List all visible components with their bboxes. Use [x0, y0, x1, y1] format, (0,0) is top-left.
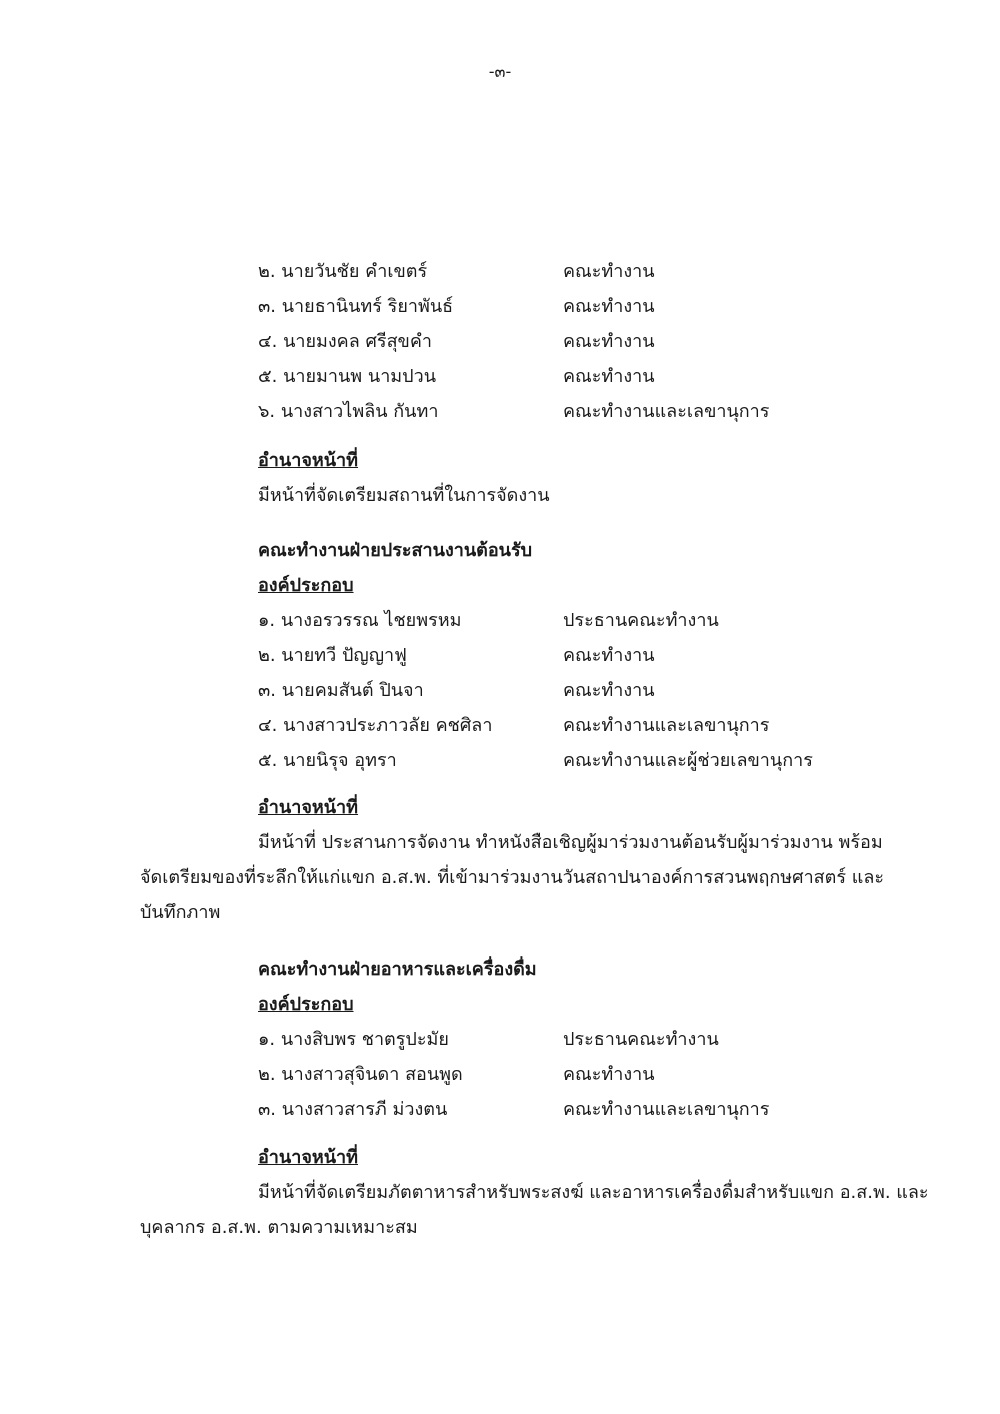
section2-header: [258, 533, 898, 603]
section-title: คณะทำงานฝ่ายประสานงานต้อนรับ: [258, 540, 533, 561]
member-row: [258, 603, 898, 638]
member-name: ๓. นายคมสันต์ ปินจา: [258, 680, 424, 701]
member-role: คณะทำงาน: [563, 261, 655, 282]
member-row: [258, 1057, 898, 1092]
member-name: ๒. นางสาวสุจินดา สอนพูด: [258, 1064, 463, 1085]
section-title: คณะทำงานฝ่ายอาหารและเครื่องดื่ม: [258, 959, 537, 980]
member-role: ประธานคณะทำงาน: [563, 1029, 719, 1050]
member-name: ๒. นายวันชัย คำเขตร์: [258, 261, 428, 282]
section2-member-list: [258, 603, 898, 778]
section2-duty-heading-block: [258, 790, 898, 825]
member-role: คณะทำงานและเลขานุการ: [563, 1099, 770, 1120]
section1-member-list: [258, 254, 898, 429]
member-name: ๕. นายมานพ นามปวน: [258, 366, 437, 387]
member-role: คณะทำงาน: [563, 1064, 655, 1085]
member-role: คณะทำงาน: [563, 645, 655, 666]
member-row: [258, 254, 898, 289]
duty-heading: อำนาจหน้าที่: [258, 1147, 359, 1168]
member-role: คณะทำงาน: [563, 331, 655, 352]
member-role: คณะทำงาน: [563, 296, 655, 317]
duty-line: จัดเตรียมของที่ระลึกให้แก่แขก อ.ส.พ. ที่เข้ามาร่วมงานวันสถาปนาองค์การสวนพฤกษศาสตร์ และ: [140, 867, 885, 888]
member-role: คณะทำงานและเลขานุการ: [563, 401, 770, 422]
duty-line: บันทึกภาพ: [140, 902, 221, 923]
member-name: ๔. นายมงคล ศรีสุขคำ: [258, 331, 433, 352]
member-name: ๑. นางสิบพร ชาตรูปะมัย: [258, 1029, 449, 1050]
member-row: [258, 359, 898, 394]
duty-text: มีหน้าที่จัดเตรียมสถานที่ในการจัดงาน: [258, 485, 550, 506]
member-role: คณะทำงานและเลขานุการ: [563, 715, 770, 736]
duty-line: มีหน้าที่ ประสานการจัดงาน ทำหนังสือเชิญผู้มาร่วมงานต้อนรับผู้มาร่วมงาน พร้อม: [258, 832, 883, 853]
member-row: [258, 324, 898, 359]
member-row: [258, 289, 898, 324]
member-role: ประธานคณะทำงาน: [563, 610, 719, 631]
member-name: ๓. นางสาวสารภี ม่วงตน: [258, 1099, 448, 1120]
section3-header: [258, 952, 898, 1022]
member-name: ๖. นางสาวไพลิน กันทา: [258, 401, 439, 422]
section3-duty-heading-block: [258, 1140, 898, 1175]
duty-line: มีหน้าที่จัดเตรียมภัตตาหารสำหรับพระสงฆ์ และอาหารเครื่องดื่มสำหรับแขก อ.ส.พ. และ: [258, 1182, 929, 1203]
member-name: ๑. นางอรวรรณ ไชยพรหม: [258, 610, 462, 631]
section2-duty-paragraph: [140, 825, 890, 930]
member-row: [258, 708, 898, 743]
composition-heading: องค์ประกอบ: [258, 994, 354, 1015]
member-name: ๔. นางสาวประภาวลัย คชศิลา: [258, 715, 493, 736]
member-row: [258, 1092, 898, 1127]
duty-heading: อำนาจหน้าที่: [258, 450, 359, 471]
member-row: [258, 638, 898, 673]
member-role: คณะทำงาน: [563, 680, 655, 701]
member-name: ๓. นายธานินทร์ ริยาพันธ์: [258, 296, 454, 317]
member-name: ๒. นายทวี ปัญญาฟู: [258, 645, 407, 666]
section1-duty: [258, 443, 898, 513]
member-row: [258, 743, 898, 778]
composition-heading: องค์ประกอบ: [258, 575, 354, 596]
duty-line: บุคลากร อ.ส.พ. ตามความเหมาะสม: [140, 1217, 418, 1238]
member-row: [258, 1022, 898, 1057]
member-role: คณะทำงานและผู้ช่วยเลขานุการ: [563, 750, 813, 771]
section3-member-list: [258, 1022, 898, 1127]
member-role: คณะทำงาน: [563, 366, 655, 387]
member-name: ๕. นายนิรุจ อุทรา: [258, 750, 397, 771]
duty-heading: อำนาจหน้าที่: [258, 797, 359, 818]
section3-duty-paragraph: [140, 1175, 929, 1245]
member-row: [258, 394, 898, 429]
member-row: [258, 673, 898, 708]
page-number: -๓-: [488, 62, 512, 81]
